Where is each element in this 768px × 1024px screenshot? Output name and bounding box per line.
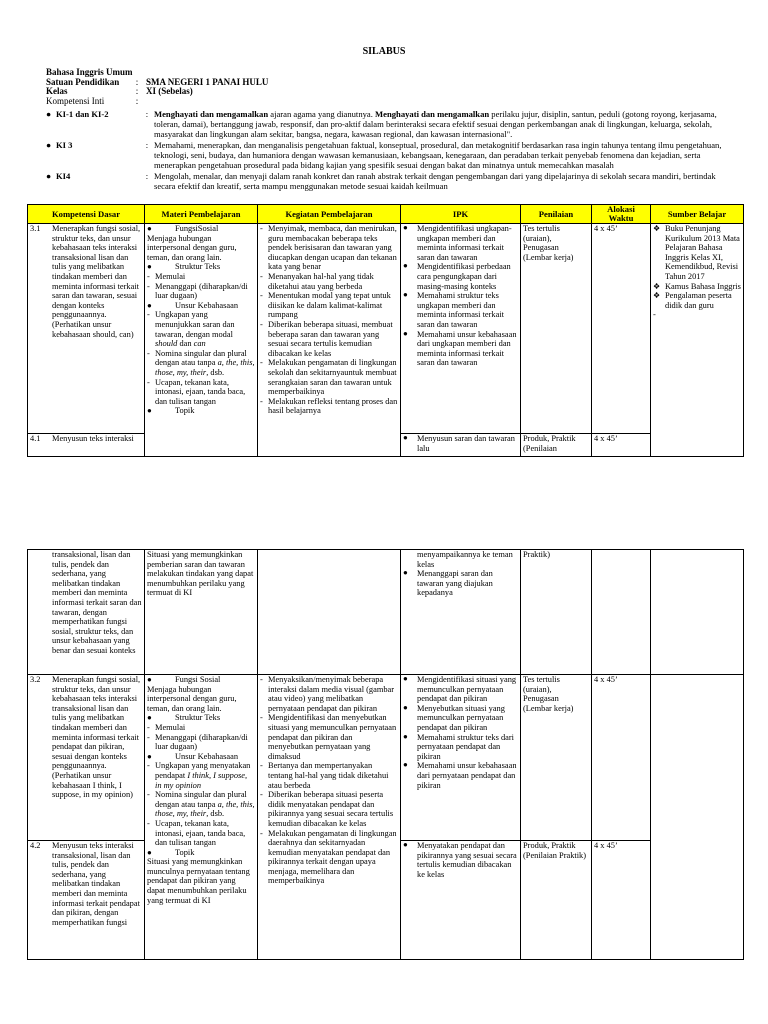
materi-text: Menjaga hubungan interpersonal dengan guru, teman, dan orang lain. (147, 233, 237, 262)
ki-text: Memahami, menerapkan, dan menganalisis pengetahuan faktual, konseptual, prosedural, dan metakognitif berdasarkan rasa ingin tahunya tentang ilmu pengetahuan, teknologi, seni, budaya, dan humaniora dengan wawasan kemanusiaan, kebangsaan, kenegaraan, dan peradaban terkait penyebab fenomena dan kejadian, serta menerapkan pengetahuan prosedural pada bidang kajian yang spesifik sesuai dengan bakat dan minatnya untuk memecahkan masalah (154, 140, 722, 170)
kd-text: Menyusun teks interaksi transaksional, lisan dan tulis, pendek dan sederhana, yang melibatkan tindakan memberi dan meminta informasi terkait pendapat dan pikiran, dengan memperhatikan fungsi (52, 841, 140, 927)
header-materi: Materi Pembelajaran (145, 205, 258, 224)
info-value: SMA NEGERI 1 PANAI HULU (146, 76, 269, 87)
materi-item: - Ucapan, tekanan kata, intonasi, ejaan, tanda baca, dan tulisan tangan (147, 819, 255, 848)
materi-item: - Menanggapi (diharapkan/di luar dugaan) (147, 282, 255, 301)
kegiatan-item: - Melakukan pengamatan di lingkungan sekolah dan sekitarnyauntuk membuat serangkaian saran dan tawaran untuk memperbaikinya (260, 358, 398, 396)
kd-text: transaksional, lisan dan tulis, pendek dan sederhana, yang melibatkan tindakan memberi dan meminta informasi terkait saran dan tawaran, dengan memperhatikan fungsi sosial, struktur teks, dan unsur kebahasaan yang benar dan sesuai konteks (52, 550, 142, 655)
materi-heading: ● FungsiSosial (147, 224, 255, 234)
penilaian-cell: Tes tertulis (uraian), Penugasan (Lembar kerja) (521, 675, 592, 841)
ipk-item: ● Mengidentifikasi perbedaan cara pengungkapan dari masing-masing konteks (403, 262, 518, 291)
materi-heading: ● Topik (147, 406, 255, 416)
materi-heading: ● Fungsi Sosial (147, 675, 255, 685)
ki-label: KI4 (56, 171, 71, 181)
sumber-cell (651, 675, 744, 960)
alokasi-cell: 4 x 45’ (592, 675, 651, 841)
kegiatan-item: - Menentukan modal yang tepat untuk diisikan ke dalam kalimat-kalimat rumpang (260, 291, 398, 320)
sumber-cell (651, 224, 744, 457)
syllabus-table-2 (27, 549, 744, 960)
info-label: Kompetensi Inti (46, 95, 105, 106)
penilaian-cell: Produk, Praktik (Penilaian (521, 434, 592, 457)
kegiatan-cell (258, 550, 401, 675)
materi-heading: ● Struktur Teks (147, 713, 255, 723)
info-label: Kelas (46, 86, 68, 97)
info-label: Satuan Pendidikan (46, 76, 120, 87)
ipk-item: ● Memahami unsur kebahasaan dari pernyataan pendapat dan pikiran (403, 761, 518, 790)
materi-cell (145, 224, 258, 457)
materi-heading: ● Unsur Kebahasaan (147, 301, 255, 311)
kd-cell (28, 550, 145, 675)
ipk-item: ● Menyatakan pendapat dan pikirannya yang sesuai secara tertulis kemudian dibacakan ke kelas (403, 841, 518, 879)
header-kompetensi-dasar: Kompetensi Dasar (28, 205, 145, 224)
penilaian-cell: Tes tertulis (uraian), Penugasan (Lembar kerja) (521, 224, 592, 434)
ipk-item: ● Memahami struktur teks ungkapan memberi dan meminta informasi terkait saran dan tawaran (403, 291, 518, 329)
kd-number: 3.2 (30, 675, 41, 684)
ki-text: Mengolah, menalar, dan menyaji dalam ranah konkret dan ranah abstrak terkait dengan pengembangan dari yang dipelajarinya di sekolah secara mandiri, bertindak secara efektif dan kreatif, serta mampu menggunakan metode sesuai kaidah keilmuan (154, 171, 716, 191)
ipk-cell (401, 841, 521, 960)
ki-text: perilaku jujur, disiplin, santun, peduli (gotong royong, kerjasama, toleran, damai), bertanggung jawab, responsif, dan pro-aktif dalam berinteraksi secara efektif sesuai dengan perkembangan anak di lingkungan, keluarga, sekolah, masyarakat dan lingkungan alam sekitar, bangsa, negara, kawasan regional, dan kawasan internasional". (154, 109, 717, 139)
penilaian-cell: Praktik) (521, 550, 592, 675)
kegiatan-cell (258, 675, 401, 960)
header-penilaian: Penilaian (521, 205, 592, 224)
ki-1-2-row: ● KI-1 dan KI-2 : Menghayati dan mengamalkan ajaran agama yang dianutnya. Menghayati dan mengamalkan perilaku jujur, disiplin, santun, peduli (gotong royong, kerjasama, toleran, damai), bertanggung jawab, responsif, dan pro-aktif dalam berinteraksi secara efektif sesuai dengan perkembangan anak di lingkungan, keluarga, sekolah, masyarakat dan lingkungan alam sekitar, bangsa, negara, kawasan regional, dan kawasan internasional". (46, 109, 717, 139)
header-ipk: IPK (401, 205, 521, 224)
ipk-item: ● Menyebutkan situasi yang memunculkan pernyataan pendapat dan pikiran (403, 704, 518, 733)
ki-label: KI-1 dan KI-2 (56, 109, 109, 119)
alokasi-cell: 4 x 45’ (592, 224, 651, 434)
kd-number: 3.1 (30, 224, 41, 233)
materi-item: - Memulai (147, 723, 255, 733)
ipk-cell (401, 224, 521, 434)
sumber-item: ❖ Kamus Bahasa Inggris (653, 282, 741, 292)
ki-bold: Menghayati dan mengamalkan (154, 109, 269, 119)
syllabus-table-1 (27, 204, 744, 457)
kegiatan-item: - Bertanya dan mempertanyakan tentang hal-hal yang tidak diketahui atau berbeda (260, 761, 398, 790)
ipk-cell (401, 675, 521, 841)
materi-item: - Nomina singular dan plural dengan atau tanpa a, the, this, those, my, their, dsb. (147, 349, 255, 378)
materi-heading: ● Struktur Teks (147, 262, 255, 272)
header-sumber: Sumber Belajar (651, 205, 744, 224)
ipk-item: ● Memahami unsur kebahasaan dari ungkapan memberi dan meminta informasi terkait saran dan tawaran (403, 330, 518, 368)
kegiatan-item: - Menyimak, membaca, dan menirukan, guru membacakan beberapa teks pendek berisisaran dan tawaran yang diucapkan dengan ucapan dan tekanan kata yang benar (260, 224, 398, 272)
subject-info: Bahasa Inggris Umum Satuan Pendidikan : SMA NEGERI 1 PANAI HULU Kelas : XI (Sebelas) Kompetensi Inti : (46, 67, 269, 106)
kd-cell (28, 675, 145, 841)
materi-item: - Memulai (147, 272, 255, 282)
kd-text: Menerapkan fungsi sosial, struktur teks, dan unsur kebahasaan teks interaksi transaksional lisan dan tulis yang melibatkan tindakan memberi dan meminta informasi terkait pendapat dan pikiran, sesuai dengan konteks penggunaannya. (Perhatikan unsur kebahasaan I think, I suppose, in my opinion) (52, 675, 141, 800)
materi-item: - Nomina singular dan plural dengan atau tanpa a, the, this, those, my, their, dsb. (147, 790, 255, 819)
header-alokasi: Alokasi Waktu (592, 205, 651, 224)
materi-cell (145, 675, 258, 960)
document-title: SILABUS (362, 46, 406, 57)
kd-cell (28, 841, 145, 960)
header-kegiatan: Kegiatan Pembelajaran (258, 205, 401, 224)
materi-heading: ● Unsur Kebahasaan (147, 752, 255, 762)
kegiatan-item: - Melakukan refleksi tentang proses dan hasil belajarnya (260, 397, 398, 416)
kd-number: 4.2 (30, 841, 41, 850)
subject-name: Bahasa Inggris Umum (46, 67, 133, 77)
sumber-item: ❖ Buku Penunjang Kurikulum 2013 Mata Pelajaran Bahasa Inggris Kelas XI, Kemendikbud, Revisi Tahun 2017 (653, 224, 741, 282)
materi-item: - Ucapan, tekanan kata, intonasi, ejaan, tanda baca, dan tulisan tangan (147, 378, 255, 407)
ipk-cell (401, 550, 521, 675)
ki-bold: Menghayati dan mengamalkan (375, 109, 490, 119)
penilaian-cell: Produk, Praktik (Penilaian Praktik) (521, 841, 592, 960)
alokasi-cell: 4 x 45’ (592, 841, 651, 960)
materi-heading: ● Topik (147, 848, 255, 858)
materi-item: - Menanggapi (diharapkan/di luar dugaan) (147, 733, 255, 752)
kd-cell (28, 224, 145, 434)
kegiatan-cell (258, 224, 401, 457)
kegiatan-item: - Menanyakan hal-hal yang tidak diketahui atau yang berbeda (260, 272, 398, 291)
ki-label: KI 3 (56, 140, 73, 150)
info-value: XI (Sebelas) (146, 86, 193, 97)
kd-text: Menyusun teks interaksi (52, 434, 134, 443)
ipk-item: ● Mengidentifikasi situasi yang memunculkan pernyataan pendapat dan pikiran (403, 675, 518, 704)
kegiatan-item: - Menyaksikan/menyimak beberapa interaksi dalam media visual (gambar atau video) yang melibatkan pernyataan pendapat dan pikiran (260, 675, 398, 713)
sumber-dash: - (653, 310, 656, 320)
ipk-item: ● Memahami struktur teks dari pernyataan pendapat dan pikiran (403, 733, 518, 762)
alokasi-cell (592, 550, 651, 675)
ki-4-row: ● KI4 : Mengolah, menalar, dan menyaji dalam ranah konkret dan ranah abstrak terkait dengan pengembangan dari yang dipelajarinya di sekolah secara mandiri, bertindak secara efektif dan kreatif, serta mampu menggunakan metode sesuai kaidah keilmuan (46, 172, 726, 192)
ipk-text: menyampaikannya ke teman kelas (417, 550, 513, 569)
ipk-item: ● Mengidentifikasi ungkapan-ungkapan memberi dan meminta informasi terkait saran dan tawaran (403, 224, 518, 262)
ipk-item: ● Menanggapi saran dan tawaran yang diajukan kepadanya (403, 569, 518, 598)
materi-item: - Ungkapan yang menyatakan pendapat I think, I suppose, in my opinion (147, 761, 255, 790)
ki-text: ajaran agama yang dianutnya. (268, 109, 376, 119)
ki-3-row: ● KI 3 : Memahami, menerapkan, dan menganalisis pengetahuan faktual, konseptual, prosedural, dan metakognitif berdasarkan rasa ingin tahunya tentang ilmu pengetahuan, teknologi, seni, budaya, dan humaniora dengan wawasan kemanusiaan, kebangsaan, kenegaraan, dan peradaban terkait penyebab fenomena dan kejadian, serta menerapkan pengetahuan prosedural pada bidang kajian yang spesifik sesuai dengan bakat dan minatnya untuk memecahkan masalah (46, 141, 726, 170)
kegiatan-item: - Mengidentifikasi dan menyebutkan situasi yang memunculkan pernyataan pendapat dan pikiran dan menyebutkan pernyataan yang dimaksud (260, 713, 398, 761)
ipk-item: ● Menyusun saran dan tawaran lalu (403, 434, 518, 453)
materi-text: Situasi yang memungkinkan munculnya pernyataan tentang pendapat dan pikiran yang dapat menumbuhkan perilaku yang termuat di KI (147, 857, 250, 905)
kegiatan-item: - Diberikan beberapa situasi peserta didik menyatakan pendapat dan pikirannya yang sesuai secara tertulis kemudian dibacakan ke kelas (260, 790, 398, 828)
sumber-cell (651, 550, 744, 675)
kegiatan-item: - Diberikan beberapa situasi, membuat beberapa saran dan tawaran yang sesuai secara tertulis kemudian dibacakan ke kelas (260, 320, 398, 358)
kd-cell (28, 434, 145, 457)
kd-text: Menerapkan fungsi sosial, struktur teks, dan unsur kebahasaan teks interaksi transaksional lisan dan tulis yang melibatkan tindakan memberi dan meminta informasi terkait saran dan tawaran, sesuai dengan konteks penggunaannya. (Perhatikan unsur kebahasaan should, can) (52, 224, 141, 339)
ipk-cell (401, 434, 521, 457)
materi-item: - Ungkapan yang menunjukkan saran dan tawaran, dengan modal should dan can (147, 310, 255, 348)
kd-number: 4.1 (30, 434, 41, 443)
materi-text: Menjaga hubungan interpersonal dengan guru, teman, dan orang lain. (147, 684, 237, 713)
kegiatan-item: - Melakukan pengamatan di lingkungan daerahnya dan sekitarnyadan kemudian menyatakan pendapat dan pikirannya terkait dengan upaya menjaga, memelihara dan memperbaikinya (260, 829, 398, 887)
alokasi-cell: 4 x 45’ (592, 434, 651, 457)
materi-cell: Situasi yang memungkinkan pemberian saran dan tawaran melakukan tindakan yang dapat menumbuhkan perilaku yang termuat di KI (145, 550, 258, 675)
sumber-item: ❖ Pengalaman peserta didik dan guru (653, 291, 741, 310)
